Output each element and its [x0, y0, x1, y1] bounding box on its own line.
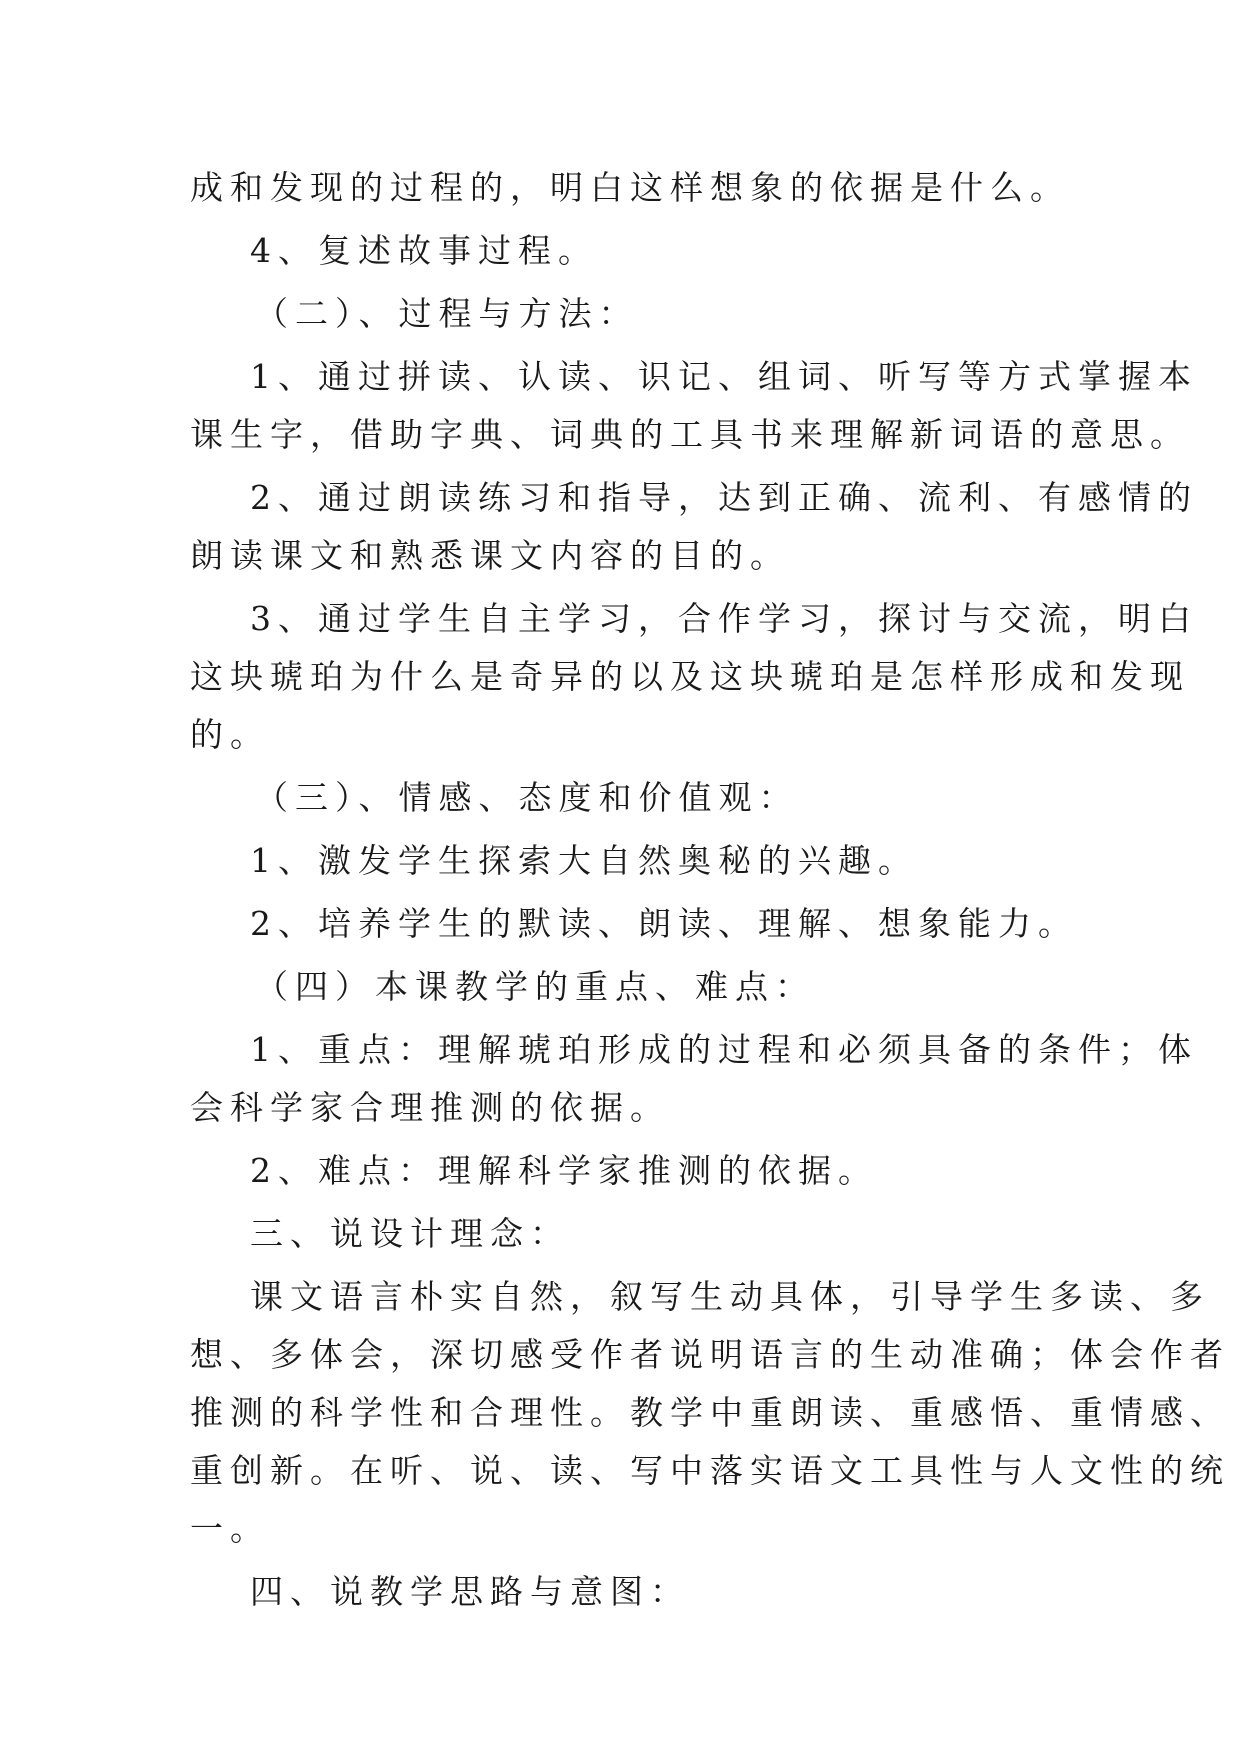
text-line: 会科学家合理推测的依据。 [190, 1088, 670, 1127]
section-heading: （四）本课教学的重点、难点： [255, 967, 815, 1006]
text-line: 课生字，借助字典、词典的工具书来理解新词语的意思。 [190, 415, 1190, 454]
text-line: 成和发现的过程的，明白这样想象的依据是什么。 [190, 168, 1070, 207]
text-line: 一。 [190, 1509, 270, 1548]
text-line: 2、难点：理解科学家推测的依据。 [250, 1151, 878, 1190]
section-heading: 三、说设计理念： [250, 1214, 570, 1253]
text-line: 2、培养学生的默读、朗读、理解、想象能力。 [250, 904, 1078, 943]
text-line: 重创新。在听、说、读、写中落实语文工具性与人文性的统 [190, 1451, 1230, 1490]
text-line: 1、激发学生探索大自然奥秘的兴趣。 [250, 841, 918, 880]
text-line: 1、重点：理解琥珀形成的过程和必须具备的条件；体 [250, 1030, 1198, 1069]
text-line: 3、通过学生自主学习，合作学习，探讨与交流，明白 [250, 599, 1198, 638]
text-line: 的。 [190, 715, 270, 754]
text-line: 1、通过拼读、认读、识记、组词、听写等方式掌握本 [250, 357, 1198, 396]
section-heading: （二）、过程与方法： [255, 294, 639, 333]
section-heading: 四、说教学思路与意图： [250, 1572, 690, 1611]
text-line: 朗读课文和熟悉课文内容的目的。 [190, 536, 790, 575]
text-line: 推测的科学性和合理性。教学中重朗读、重感悟、重情感、 [190, 1393, 1230, 1432]
text-line: 2、通过朗读练习和指导，达到正确、流利、有感情的 [250, 478, 1198, 517]
section-heading: （三）、情感、态度和价值观： [255, 778, 799, 817]
text-line: 4、复述故事过程。 [250, 231, 598, 270]
text-line: 课文语言朴实自然，叙写生动具体，引导学生多读、多 [250, 1277, 1210, 1316]
text-line: 这块琥珀为什么是奇异的以及这块琥珀是怎样形成和发现 [190, 657, 1190, 696]
text-line: 想、多体会，深切感受作者说明语言的生动准确；体会作者 [190, 1335, 1230, 1374]
